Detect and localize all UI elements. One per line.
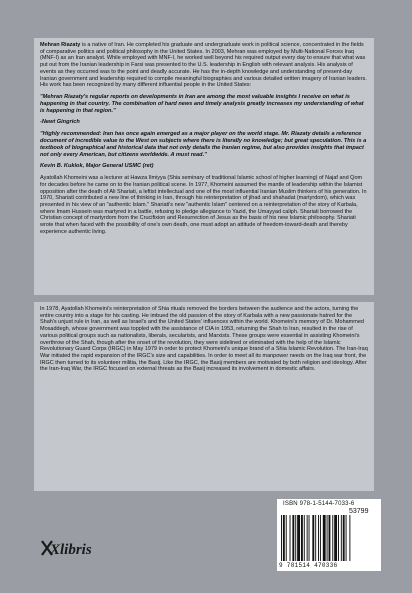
summary-paragraph-2: In 1978, Ayatollah Khomeini's reinterpretation of Shia rituals removed the borders between the audience and the actors, turning the entire country into a stage for his casting. He imbued the old passion of the story of Karbala with a new passionate hatred for the Shah's unjust rule in Iran, as well as Israel's and the United States' influences within the world. Khomeini's memory of Dr. Mohammed Mosaddegh, whose government was toppled with the assistance of CIA in 1953, returning the Shah to Iran, resulted in the rise of various political groups such as nationalists, liberals, secularists, and Marxists. These groups were essential in assisting Khomeini's overthrow of the Shah, though after the onset of the revolution, they were sidelined or eliminated with the help of the Islamic Revolutionary Guard Corps (IRGC) in May 1979 in order to protect Khomeini's unique brand of a Shia Islamic Revolution. The Iran-Iraq War initiated the rapid expansion of the IRGC's size and capabilities. In order to meet all its manpower needs on the Iraq war front, the IRGC then turned to its volunteer militia, the Basij. Like the IRGC, the Basij members are motivated by both religion and ideology. After the Iran-Iraq War, the IRGC focused on external threats as the Basij increased its involvement in domestic affairs. — [40, 306, 368, 373]
summary-paragraph-1: Ayatollah Khomeini was a lecturer at Hawza Ilmiyya (Shia seminary of traditional Islamic school of higher learning) of Najaf and Qom for decades before he came on to the Iranian political scene. In 1977, Khomeini assumed the mantle of leadership within the Islamist opposition after the death of Ali Shariati, a leftist intellectual and one of the most influential Iranian Muslim thinkers of his generation. In 1970, Shariati contributed a new line of thinking in Iran, through his reinterpretation of jihad and shahadat (martyrdom), which was presented in his view of an "authentic Islam." Shariati's new "authentic Islam" centered on a reinterpretation of the story of Karbala, where Imam Hussein was martyred in a battle, refusing to pledge allegiance to Yazid, the Umayyad caliph. Shariati borrowed the Christian concept of martyrdom from the Crucifixion and Resurrection of Jesus as the basis of his new Islamic philosophy. Shariati wrote that when faced with the possibility of one's own death, one must adopt an attitude of freedom-toward-death and thereby experience authentic living. — [40, 175, 367, 235]
endorsement-quote-2: "Highly recommended: Iran has once again emerged as a major player on the world stage. Mr. Riazaty details a reference document of incredible value to the West on subjects where there is literally no knowledge; but great speculation. This is a textbook of biographical and historical data that not only details the Iranian regime, but also provides insights that impact not only every American, but citizens worldwide. A must read." — [40, 131, 367, 158]
xlibris-logo-icon — [40, 537, 104, 559]
endorsement-quote-1: "Mehran Riazaty's regular reports on developments in Iran are among the most valuable insights I receive on what is happening in that country. The combination of hard news and timely analysis greatly increases my understanding of what is happening in that region." — [40, 93, 364, 114]
price-code: 53799 — [349, 508, 369, 515]
summary-panel — [34, 302, 374, 491]
isbn-label: ISBN 978-1-5144-7033-6 — [283, 501, 355, 507]
publisher-logo — [40, 537, 104, 559]
endorsement-attribution-1: -Newt Gingrich — [40, 119, 80, 126]
barcode-number: 9 781514 470336 — [279, 562, 338, 569]
barcode-icon — [281, 515, 377, 561]
publisher-name: Xlibris — [50, 542, 92, 558]
author-name: Mehran Riazaty — [40, 42, 81, 48]
endorsement-attribution-2: Kevin B. Kuklok, Major General USMC (ret) — [40, 163, 154, 170]
author-bio-text: is a native of Iran. He completed his graduate and undergraduate work in political science, concentrated in the fields of comparative politics and political philosophy in the United States. In 2003, Mehran was employed by Multi-National Forces Iraq (MNF-I) as an Iran analyst. While employed with MNF-I, he worked well beyond his required output every day to ensure that what was put out from the Iranian leadership in Farsi was presented to the U.S. leadership in English with relevant analysis. His analysis of events as they occurred was to the point and deadly accurate. He has the in-depth knowledge and understanding of present-day Iranian government and leadership required to compile meaningful biographies and various detailed written imagery of Iranian leaders. His work has been recognized by many different influential people in the United States: — [40, 42, 367, 89]
author-bio — [40, 42, 368, 89]
author-bio-panel — [34, 38, 374, 295]
barcode-block — [277, 499, 381, 571]
